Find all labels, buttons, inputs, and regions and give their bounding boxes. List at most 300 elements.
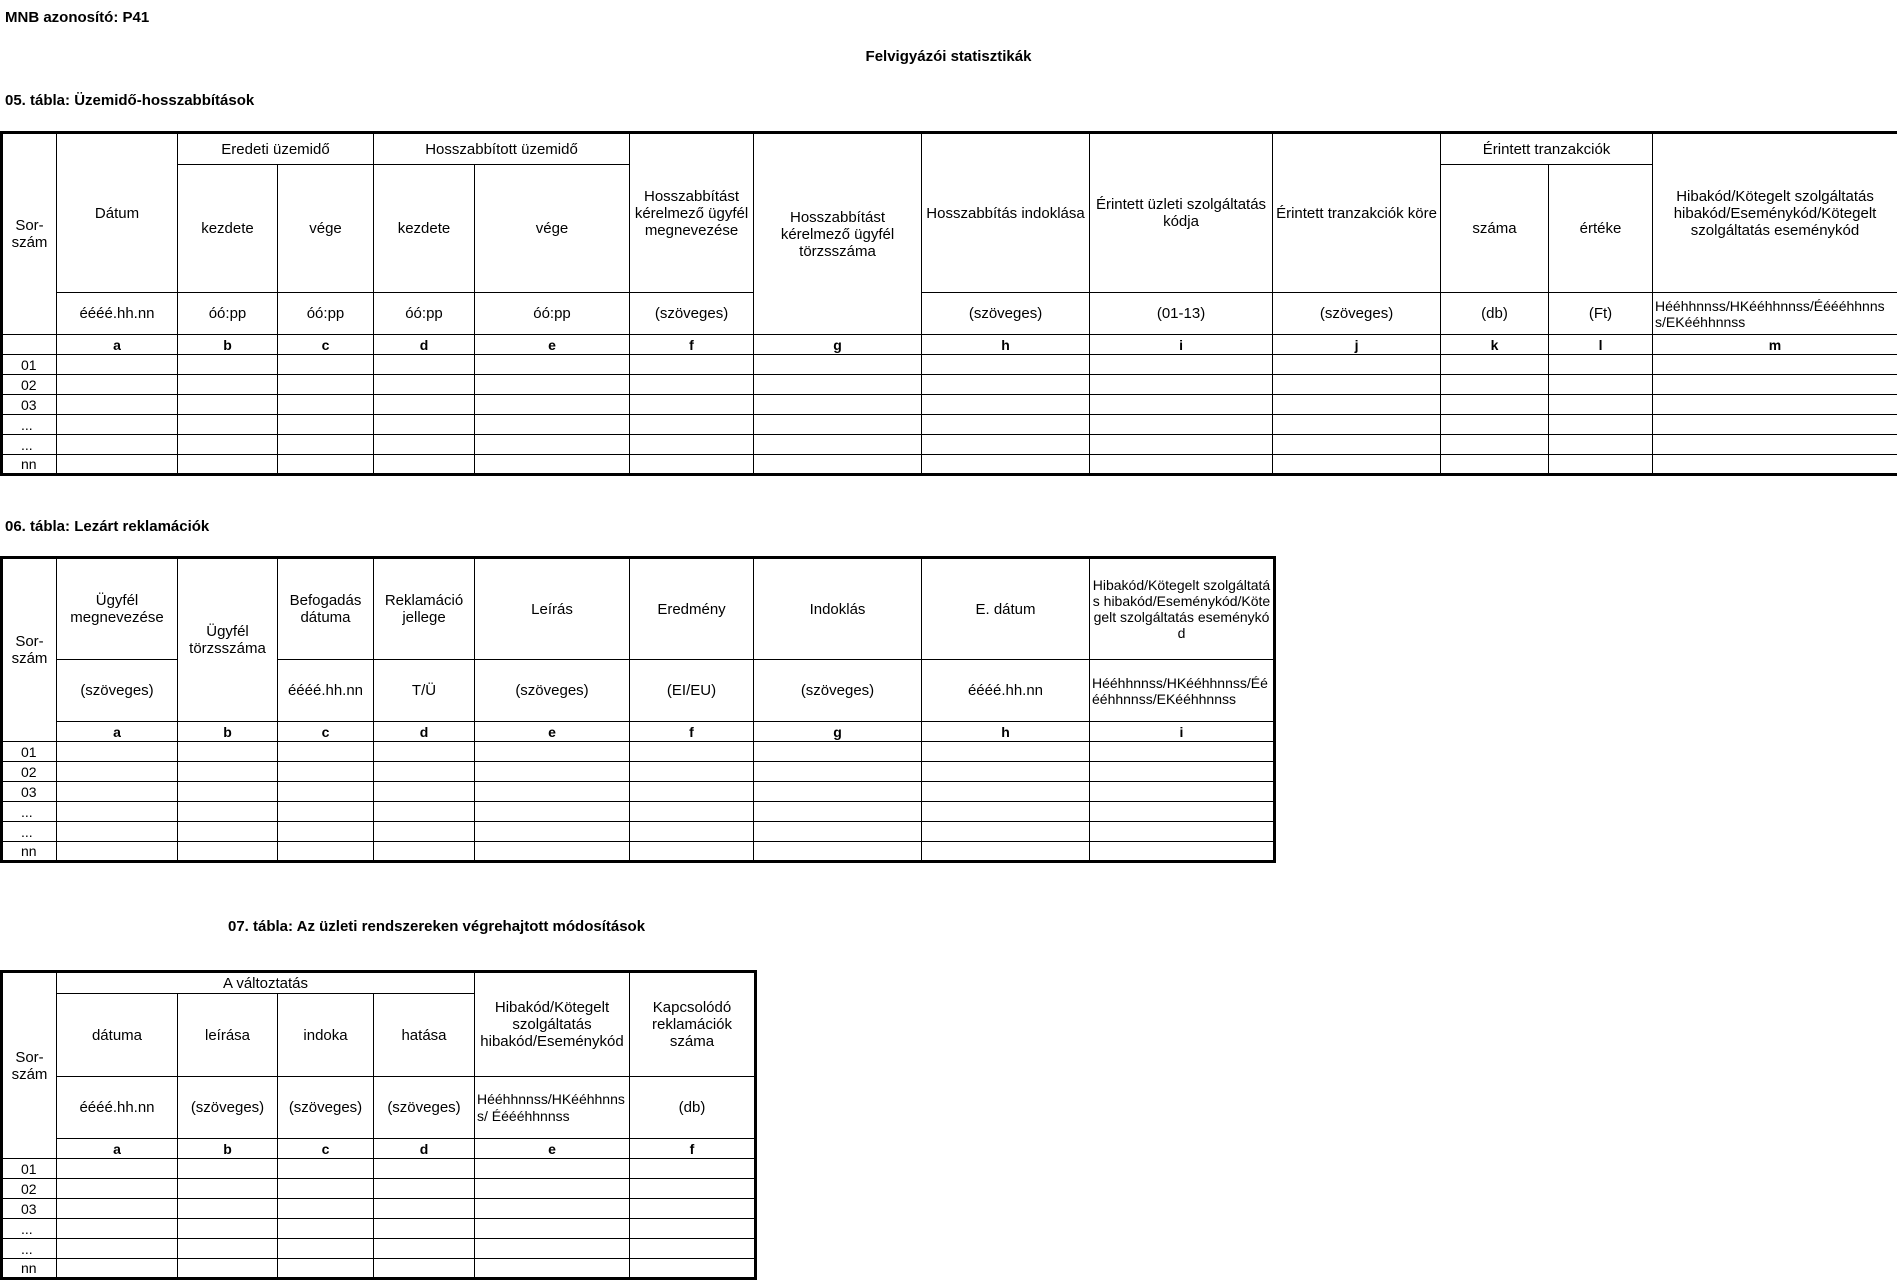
data-cell[interactable] xyxy=(278,435,374,455)
t5-letter: k xyxy=(1441,335,1549,355)
t7-format: (szöveges) xyxy=(374,1077,475,1139)
data-cell[interactable] xyxy=(1090,842,1275,862)
table-row xyxy=(2,762,1275,782)
data-cell[interactable] xyxy=(754,822,922,842)
row-number: nn xyxy=(2,842,57,862)
t5-eredeti-kezdete: kezdete xyxy=(178,165,278,293)
t5-letter-row xyxy=(2,335,1897,355)
table05-title: 05. tábla: Üzemidő-hosszabbítások xyxy=(5,92,255,109)
row-number: ... xyxy=(2,802,57,822)
t6-letter: f xyxy=(630,722,754,742)
data-cell[interactable] xyxy=(754,802,922,822)
data-cell[interactable] xyxy=(1273,355,1441,375)
table-row xyxy=(2,842,1275,862)
t7-letter: c xyxy=(278,1139,374,1159)
data-cell[interactable] xyxy=(1549,355,1653,375)
t5-format: óó:pp xyxy=(475,293,630,335)
t6-indoklas: Indoklás xyxy=(754,558,922,660)
data-cell[interactable] xyxy=(475,455,630,475)
t6-letter: a xyxy=(57,722,178,742)
data-cell[interactable] xyxy=(57,762,178,782)
row-number: 03 xyxy=(2,395,57,415)
data-cell[interactable] xyxy=(1549,415,1653,435)
data-cell[interactable] xyxy=(278,375,374,395)
t5-szama: száma xyxy=(1441,165,1549,293)
data-cell[interactable] xyxy=(57,1179,178,1199)
t5-erintett-kod: Érintett üzleti szolgáltatás kódja xyxy=(1090,133,1273,293)
data-cell[interactable] xyxy=(630,842,754,862)
t6-letter: c xyxy=(278,722,374,742)
data-cell[interactable] xyxy=(1653,375,1897,395)
data-cell[interactable] xyxy=(475,1159,630,1179)
data-cell[interactable] xyxy=(475,1259,630,1279)
data-cell[interactable] xyxy=(1549,375,1653,395)
t5-format: (Ft) xyxy=(1549,293,1653,335)
data-cell[interactable] xyxy=(1549,395,1653,415)
data-cell[interactable] xyxy=(374,375,475,395)
t7-letter: b xyxy=(178,1139,278,1159)
t6-reklamacio: Reklamáció jellege xyxy=(374,558,475,660)
row-number: 03 xyxy=(2,1199,57,1219)
t7-datuma: dátuma xyxy=(57,994,178,1077)
data-cell[interactable] xyxy=(278,762,374,782)
data-cell[interactable] xyxy=(922,375,1090,395)
row-number: ... xyxy=(2,1219,57,1239)
t7-format: Hééhhnnss/HKééhhnnss/ Ééééhhnnss xyxy=(475,1077,630,1139)
t6-ugyfel-torzs: Ügyfél törzsszáma xyxy=(178,558,278,722)
data-cell[interactable] xyxy=(1090,395,1273,415)
t6-letter: i xyxy=(1090,722,1275,742)
data-cell[interactable] xyxy=(475,1179,630,1199)
data-cell[interactable] xyxy=(178,1199,278,1219)
data-cell[interactable] xyxy=(178,1219,278,1239)
data-cell[interactable] xyxy=(278,395,374,415)
table-row xyxy=(2,1259,756,1279)
data-cell[interactable] xyxy=(278,1259,374,1279)
table-row xyxy=(2,802,1275,822)
data-cell[interactable] xyxy=(57,375,178,395)
data-cell[interactable] xyxy=(178,742,278,762)
data-cell[interactable] xyxy=(630,742,754,762)
t7-leirasa: leírása xyxy=(178,994,278,1077)
data-cell[interactable] xyxy=(1441,435,1549,455)
data-cell[interactable] xyxy=(922,782,1090,802)
t6-letter: g xyxy=(754,722,922,742)
data-cell[interactable] xyxy=(374,822,475,842)
t6-hibakod: Hibakód/Kötegelt szolgáltatás hibakód/Eseménykód/Kötegelt szolgáltatás eseménykód xyxy=(1090,558,1275,660)
data-cell[interactable] xyxy=(374,455,475,475)
data-cell[interactable] xyxy=(57,455,178,475)
data-cell[interactable] xyxy=(178,1159,278,1179)
data-cell[interactable] xyxy=(1653,415,1897,435)
data-cell[interactable] xyxy=(1090,742,1275,762)
data-cell[interactable] xyxy=(278,1159,374,1179)
t5-hossz-vege: vége xyxy=(475,165,630,293)
table-row xyxy=(2,355,1897,375)
data-cell[interactable] xyxy=(1273,375,1441,395)
data-cell[interactable] xyxy=(1273,435,1441,455)
data-cell[interactable] xyxy=(754,842,922,862)
row-number: nn xyxy=(2,455,57,475)
t6-befogadas: Befogadás dátuma xyxy=(278,558,374,660)
data-cell[interactable] xyxy=(630,395,754,415)
row-number: 01 xyxy=(2,742,57,762)
data-cell[interactable] xyxy=(630,455,754,475)
data-cell[interactable] xyxy=(178,355,278,375)
data-cell[interactable] xyxy=(1273,415,1441,435)
data-cell[interactable] xyxy=(630,375,754,395)
t6-e-datum: E. dátum xyxy=(922,558,1090,660)
data-cell[interactable] xyxy=(475,1219,630,1239)
t5-letter: b xyxy=(178,335,278,355)
data-cell[interactable] xyxy=(630,1239,756,1259)
t5-letter: d xyxy=(374,335,475,355)
data-cell[interactable] xyxy=(374,415,475,435)
data-cell[interactable] xyxy=(57,395,178,415)
data-cell[interactable] xyxy=(754,355,922,375)
data-cell[interactable] xyxy=(475,762,630,782)
data-cell[interactable] xyxy=(374,782,475,802)
t7-hatasa: hatása xyxy=(374,994,475,1077)
data-cell[interactable] xyxy=(1653,395,1897,415)
data-cell[interactable] xyxy=(278,455,374,475)
t6-letter: h xyxy=(922,722,1090,742)
data-cell[interactable] xyxy=(178,842,278,862)
t6-format: T/Ü xyxy=(374,660,475,722)
data-cell[interactable] xyxy=(475,1239,630,1259)
table-row xyxy=(2,395,1897,415)
data-cell[interactable] xyxy=(178,455,278,475)
data-cell[interactable] xyxy=(1441,455,1549,475)
t6-ugyfel-nev: Ügyfél megnevezése xyxy=(57,558,178,660)
data-cell[interactable] xyxy=(57,415,178,435)
t5-hossz-kezdete: kezdete xyxy=(374,165,475,293)
data-cell[interactable] xyxy=(754,742,922,762)
data-cell[interactable] xyxy=(178,822,278,842)
data-cell[interactable] xyxy=(754,395,922,415)
t5-datum: Dátum xyxy=(57,133,178,293)
data-cell[interactable] xyxy=(374,742,475,762)
data-cell[interactable] xyxy=(475,375,630,395)
data-cell[interactable] xyxy=(475,1199,630,1219)
t7-hibakod: Hibakód/Kötegelt szolgáltatás hibakód/Eseménykód xyxy=(475,972,630,1077)
t5-letter: l xyxy=(1549,335,1653,355)
page-title: Felvigyázói statisztikák xyxy=(865,48,1032,65)
row-number: 01 xyxy=(2,355,57,375)
data-cell[interactable] xyxy=(278,1179,374,1199)
data-cell[interactable] xyxy=(178,802,278,822)
data-cell[interactable] xyxy=(1090,762,1275,782)
t5-format: éééé.hh.nn xyxy=(57,293,178,335)
table-row xyxy=(2,455,1897,475)
data-cell[interactable] xyxy=(1090,355,1273,375)
data-cell[interactable] xyxy=(374,1219,475,1239)
data-cell[interactable] xyxy=(922,455,1090,475)
t5-format: (szöveges) xyxy=(922,293,1090,335)
data-cell[interactable] xyxy=(1441,355,1549,375)
data-cell[interactable] xyxy=(278,742,374,762)
data-cell[interactable] xyxy=(1653,455,1897,475)
t6-format: (szöveges) xyxy=(754,660,922,722)
data-cell[interactable] xyxy=(374,762,475,782)
data-cell[interactable] xyxy=(630,782,754,802)
data-cell[interactable] xyxy=(475,842,630,862)
data-cell[interactable] xyxy=(57,1159,178,1179)
data-cell[interactable] xyxy=(1549,455,1653,475)
data-cell[interactable] xyxy=(475,822,630,842)
data-cell[interactable] xyxy=(178,762,278,782)
data-cell[interactable] xyxy=(278,842,374,862)
data-cell[interactable] xyxy=(278,415,374,435)
t7-body xyxy=(2,1159,756,1279)
data-cell[interactable] xyxy=(922,842,1090,862)
row-number: ... xyxy=(2,822,57,842)
data-cell[interactable] xyxy=(1090,435,1273,455)
row-number: 02 xyxy=(2,762,57,782)
table07-title: 07. tábla: Az üzleti rendszereken végrehajtott módosítások xyxy=(228,918,646,935)
data-cell[interactable] xyxy=(475,435,630,455)
data-cell[interactable] xyxy=(57,822,178,842)
data-cell[interactable] xyxy=(922,355,1090,375)
t6-format: (szöveges) xyxy=(475,660,630,722)
data-cell[interactable] xyxy=(1090,802,1275,822)
data-cell[interactable] xyxy=(278,1219,374,1239)
table07 xyxy=(0,970,757,1280)
data-cell[interactable] xyxy=(1653,435,1897,455)
data-cell[interactable] xyxy=(475,415,630,435)
data-cell[interactable] xyxy=(374,842,475,862)
data-cell[interactable] xyxy=(374,1259,475,1279)
data-cell[interactable] xyxy=(754,375,922,395)
data-cell[interactable] xyxy=(374,395,475,415)
data-cell[interactable] xyxy=(374,1239,475,1259)
t7-indoka: indoka xyxy=(278,994,374,1077)
t5-hibakod: Hibakód/Kötegelt szolgáltatás hibakód/Eseménykód/Kötegelt szolgáltatás eseménykód xyxy=(1653,133,1897,293)
t7-format: (db) xyxy=(630,1077,756,1139)
data-cell[interactable] xyxy=(278,802,374,822)
t5-format: óó:pp xyxy=(374,293,475,335)
data-cell[interactable] xyxy=(374,1199,475,1219)
data-cell[interactable] xyxy=(1090,415,1273,435)
data-cell[interactable] xyxy=(922,435,1090,455)
data-cell[interactable] xyxy=(475,355,630,375)
data-cell[interactable] xyxy=(754,782,922,802)
row-number: nn xyxy=(2,1259,57,1279)
data-cell[interactable] xyxy=(57,435,178,455)
t7-letter: d xyxy=(374,1139,475,1159)
table-row xyxy=(2,375,1897,395)
t6-leiras: Leírás xyxy=(475,558,630,660)
data-cell[interactable] xyxy=(630,822,754,842)
t5-letter: m xyxy=(1653,335,1897,355)
data-cell[interactable] xyxy=(1090,455,1273,475)
data-cell[interactable] xyxy=(922,762,1090,782)
t5-letter: j xyxy=(1273,335,1441,355)
t5-letter: g xyxy=(754,335,922,355)
t5-format: óó:pp xyxy=(278,293,374,335)
t5-format: (01-13) xyxy=(1090,293,1273,335)
t6-letter-row xyxy=(2,722,1275,742)
t5-format: (db) xyxy=(1441,293,1549,335)
data-cell[interactable] xyxy=(922,742,1090,762)
data-cell[interactable] xyxy=(278,782,374,802)
data-cell[interactable] xyxy=(178,435,278,455)
row-number: 02 xyxy=(2,1179,57,1199)
t7-format: éééé.hh.nn xyxy=(57,1077,178,1139)
data-cell[interactable] xyxy=(1549,435,1653,455)
data-cell[interactable] xyxy=(178,1239,278,1259)
t7-letter: a xyxy=(57,1139,178,1159)
data-cell[interactable] xyxy=(630,1199,756,1219)
data-cell[interactable] xyxy=(1441,415,1549,435)
data-cell[interactable] xyxy=(922,802,1090,822)
data-cell[interactable] xyxy=(475,395,630,415)
data-cell[interactable] xyxy=(475,742,630,762)
t5-letter: f xyxy=(630,335,754,355)
t5-sorszam: Sor- szám xyxy=(2,133,57,335)
data-cell[interactable] xyxy=(278,355,374,375)
data-cell[interactable] xyxy=(278,822,374,842)
t7-valtoztatas: A változtatás xyxy=(57,972,475,994)
data-cell[interactable] xyxy=(1090,822,1275,842)
t6-eredmeny: Eredmény xyxy=(630,558,754,660)
t7-letter: f xyxy=(630,1139,756,1159)
data-cell[interactable] xyxy=(374,1159,475,1179)
data-cell[interactable] xyxy=(754,415,922,435)
data-cell[interactable] xyxy=(630,762,754,782)
t5-letter: e xyxy=(475,335,630,355)
data-cell[interactable] xyxy=(630,355,754,375)
table05 xyxy=(0,131,1897,476)
t5-format: (szöveges) xyxy=(630,293,754,335)
t7-kapcsolodo: Kapcsolódó reklamációk száma xyxy=(630,972,756,1077)
table-row xyxy=(2,1159,756,1179)
data-cell[interactable] xyxy=(57,1239,178,1259)
data-cell[interactable] xyxy=(178,375,278,395)
data-cell[interactable] xyxy=(1090,782,1275,802)
t5-letter: c xyxy=(278,335,374,355)
t5-letter: a xyxy=(57,335,178,355)
data-cell[interactable] xyxy=(922,415,1090,435)
data-cell[interactable] xyxy=(1653,355,1897,375)
table-row xyxy=(2,435,1897,455)
data-cell[interactable] xyxy=(1273,395,1441,415)
t6-format: (szöveges) xyxy=(57,660,178,722)
data-cell[interactable] xyxy=(630,802,754,822)
data-cell[interactable] xyxy=(630,1259,756,1279)
data-cell[interactable] xyxy=(1273,455,1441,475)
t6-format: (EI/EU) xyxy=(630,660,754,722)
row-number: 01 xyxy=(2,1159,57,1179)
row-number: ... xyxy=(2,415,57,435)
data-cell[interactable] xyxy=(630,1219,756,1239)
data-cell[interactable] xyxy=(57,782,178,802)
table-row xyxy=(2,782,1275,802)
t7-format: (szöveges) xyxy=(278,1077,374,1139)
t5-eredeti: Eredeti üzemidő xyxy=(178,133,374,165)
t5-kerelmezo-nev: Hosszabbítást kérelmező ügyfél megnevezése xyxy=(630,133,754,293)
data-cell[interactable] xyxy=(630,435,754,455)
data-cell[interactable] xyxy=(178,782,278,802)
data-cell[interactable] xyxy=(178,1259,278,1279)
t6-format: éééé.hh.nn xyxy=(922,660,1090,722)
data-cell[interactable] xyxy=(754,762,922,782)
data-cell[interactable] xyxy=(922,822,1090,842)
data-cell[interactable] xyxy=(57,802,178,822)
data-cell[interactable] xyxy=(475,802,630,822)
table-row xyxy=(2,1219,756,1239)
mnb-id: MNB azonosító: P41 xyxy=(5,9,150,26)
t7-sorszam: Sor- szám xyxy=(2,972,57,1159)
row-number: ... xyxy=(2,1239,57,1259)
t6-format: éééé.hh.nn xyxy=(278,660,374,722)
data-cell[interactable] xyxy=(57,742,178,762)
data-cell[interactable] xyxy=(57,1259,178,1279)
t5-format: óó:pp xyxy=(178,293,278,335)
t5-erintett-kore: Érintett tranzakciók köre xyxy=(1273,133,1441,293)
data-cell[interactable] xyxy=(922,395,1090,415)
data-cell[interactable] xyxy=(475,782,630,802)
table06 xyxy=(0,556,1276,863)
data-cell[interactable] xyxy=(374,435,475,455)
data-cell[interactable] xyxy=(57,842,178,862)
t5-hosszabbitott: Hosszabbított üzemidő xyxy=(374,133,630,165)
data-cell[interactable] xyxy=(630,415,754,435)
t7-letter: e xyxy=(475,1139,630,1159)
data-cell[interactable] xyxy=(178,415,278,435)
data-cell[interactable] xyxy=(374,355,475,375)
t5-erteke: értéke xyxy=(1549,165,1653,293)
t6-sorszam: Sor- szám xyxy=(2,558,57,742)
table-row xyxy=(2,1199,756,1219)
table06-title: 06. tábla: Lezárt reklamációk xyxy=(5,518,210,535)
data-cell[interactable] xyxy=(754,455,922,475)
data-cell[interactable] xyxy=(630,1159,756,1179)
data-cell[interactable] xyxy=(1090,375,1273,395)
table-row xyxy=(2,1239,756,1259)
data-cell[interactable] xyxy=(1441,395,1549,415)
data-cell[interactable] xyxy=(374,802,475,822)
data-cell[interactable] xyxy=(57,1219,178,1239)
data-cell[interactable] xyxy=(630,1179,756,1199)
t6-letter: b xyxy=(178,722,278,742)
data-cell[interactable] xyxy=(278,1239,374,1259)
t5-indoklas: Hosszabbítás indoklása xyxy=(922,133,1090,293)
data-cell[interactable] xyxy=(1441,375,1549,395)
t5-format: Hééhhnnss/HKééhhnnss/Ééééhhnnss/EKééhhnnss xyxy=(1653,293,1897,335)
t7-format: (szöveges) xyxy=(178,1077,278,1139)
data-cell[interactable] xyxy=(278,1199,374,1219)
t6-letter: e xyxy=(475,722,630,742)
table-row xyxy=(2,415,1897,435)
t5-format: (szöveges) xyxy=(1273,293,1441,335)
data-cell[interactable] xyxy=(178,395,278,415)
t5-body xyxy=(2,355,1897,475)
t5-kerelmezo-torzs: Hosszabbítást kérelmező ügyfél törzsszáma xyxy=(754,133,922,335)
t6-format: Hééhhnnss/HKééhhnnss/Ééééhhnnss/EKééhhnnss xyxy=(1090,660,1275,722)
table-row xyxy=(2,822,1275,842)
data-cell[interactable] xyxy=(57,355,178,375)
data-cell[interactable] xyxy=(178,1179,278,1199)
t5-letter: i xyxy=(1090,335,1273,355)
row-number: 03 xyxy=(2,782,57,802)
t5-letter: h xyxy=(922,335,1090,355)
data-cell[interactable] xyxy=(374,1179,475,1199)
t6-letter: d xyxy=(374,722,475,742)
t5-erintett-tranz: Érintett tranzakciók xyxy=(1441,133,1653,165)
data-cell[interactable] xyxy=(57,1199,178,1219)
data-cell[interactable] xyxy=(754,435,922,455)
